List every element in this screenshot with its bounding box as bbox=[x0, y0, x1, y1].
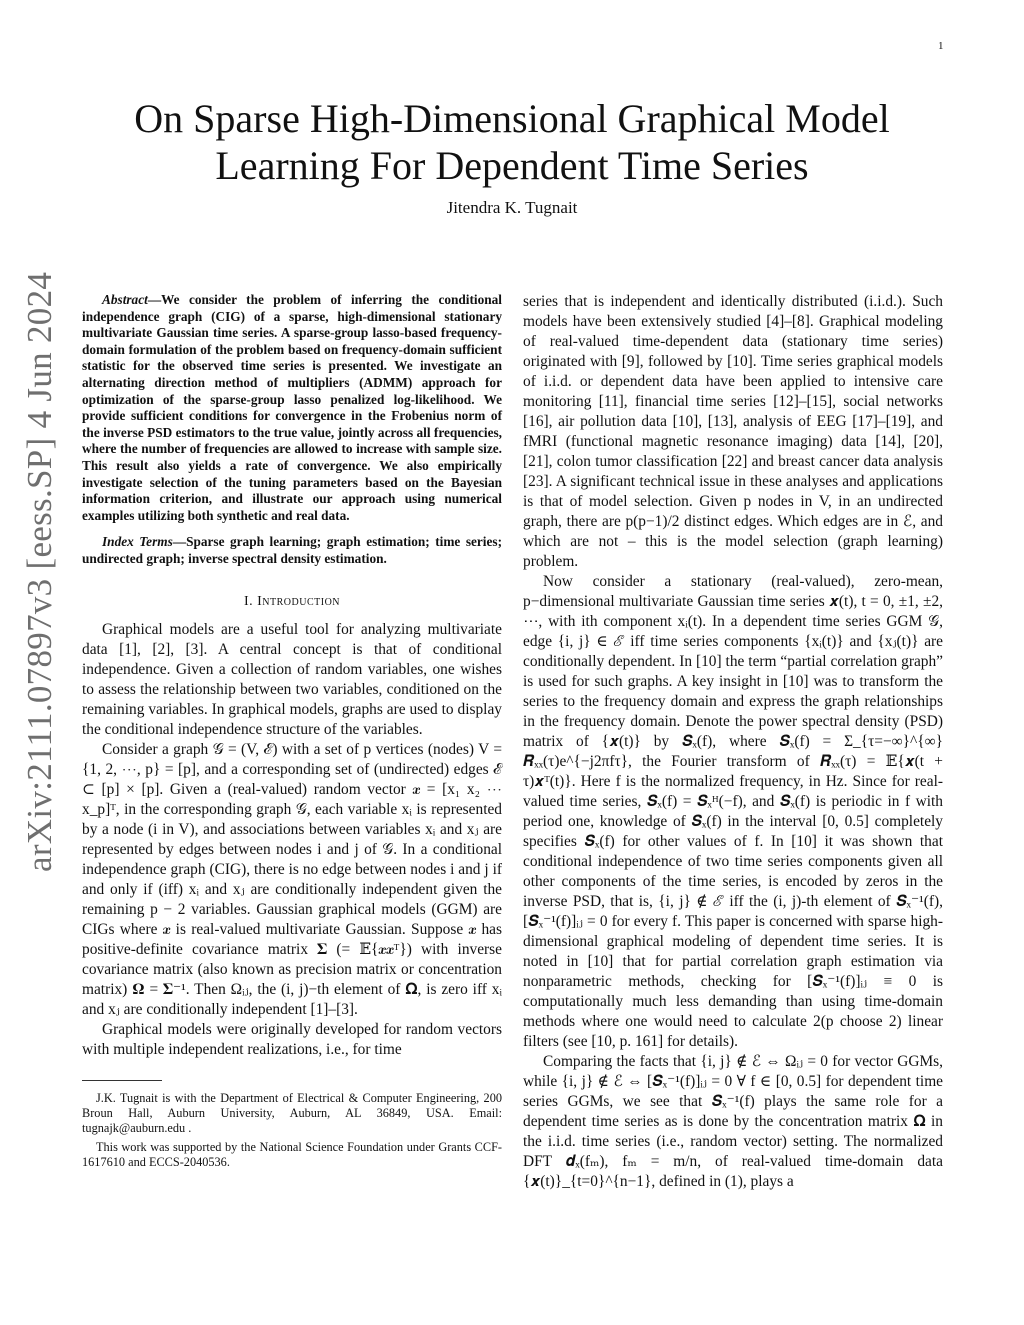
intro-paragraph-2: Consider a graph 𝒢 = (V, ℰ) with a set of p vertices (nodes) V = {1, 2, ⋯, p} = [p], and a corresponding set of (undirected) edges ℰ ⊂ [p] × [p]. Given a (real-valued) random vector 𝒙 = [x₁ x₂ ⋯ x_p]ᵀ, in the corresponding graph 𝒢, each variable xᵢ is represented by a node (i in V), and associations between variables xᵢ and xⱼ are represented by edges between nodes i and j of 𝒢. In a conditional independence graph (CIG), there is no edge between nodes i and j if and only if (iff) xᵢ and xⱼ are conditionally independent given the remaining p − 2 variables. Gaussian graphical models (GGM) are CIGs where 𝒙 is real-valued multivariate Gaussian. Suppose 𝒙 has positive-definite covariance matrix 𝚺 (= 𝔼{𝒙𝒙ᵀ}) with inverse covariance matrix (also known as precision matrix or concentration matrix) 𝛀 = 𝚺⁻¹. Then Ωᵢⱼ, the (i, j)−th element of 𝛀, is zero iff xᵢ and xⱼ are conditionally independent [1]–[3]. bbox=[82, 740, 502, 1018]
section-title: Introduction bbox=[257, 593, 341, 609]
right-paragraph-2: Now consider a stationary (real-valued), zero-mean, p−dimensional multivariate Gaussian time series 𝒙(t), t = 0, ±1, ±2, ⋯, with ith component xᵢ(t). In a dependent time series GGM 𝒢, edge {i, j} ∈ ℰ iff time series components {xᵢ(t)} and {xⱼ(t)} are conditionally dependent. In [10] the term “partial correlation graph” is used for such graphs. A key insight in [10] was to transform the series to the frequency domain and express the graph relationships in the frequency domain. Denote the power spectral density (PSD) matrix of {𝒙(t)} by 𝑺ₓ(f), where 𝑺ₓ(f) = Σ_{τ=−∞}^{∞} 𝑹ₓₓ(τ)e^{−j2πfτ}, the Fourier transform of 𝑹ₓₓ(τ) = 𝔼{𝒙(t + τ)𝒙ᵀ(t)}. Here f is the normalized frequency, in Hz. Since for real-valued time series, 𝑺ₓ(f) = 𝑺ₓᴴ(−f), and 𝑺ₓ(f) is periodic in f with period one, knowledge of 𝑺ₓ(f) in the interval [0, 0.5] completely specifies 𝑺ₓ(f) for other values of f. In [10] it was shown that conditional independence of two time series components given all other components of the time series, is encoded by zeros in the inverse PSD, that is, {i, j} ∉ ℰ iff the (i, j)-th element of 𝑺ₓ⁻¹(f), [𝑺ₓ⁻¹(f)]ᵢⱼ = 0 for every f. This paper is concerned with sparse high-dimensional graphical modeling of dependent time series. It is noted in [10] that for partial correlation graph estimation via nonparametric methods, checking for [𝑺ₓ⁻¹(f)]ᵢⱼ ≡ 0 is computationally much less demanding than using time-domain methods where one would need to calculate 2(p choose 2) linear filters (see [10, p. 161] for details). bbox=[523, 573, 943, 1050]
footnote-rule bbox=[82, 1080, 162, 1081]
intro-paragraph-3: Graphical models were originally developed for random vectors with multiple independent realizations, i.e., for time bbox=[82, 1020, 502, 1058]
section-number: I. bbox=[243, 593, 254, 609]
right-paragraph-1: series that is independent and identically distributed (i.i.d.). Such models have been extensively studied [4]–[8]. Graphical modeling of real-valued time-dependent data (stationary time series) originated with [9], followed by [10]. Time series graphical models of i.i.d. or dependent data have been applied to intensive care monitoring [11], financial time series [12]–[15], social networks [16], air pollution data [10], [13], analysis of EEG [17]–[19], and fMRI (functional magnetic resonance imaging) data [14], [20], [21], colon tumor classification [22] and breast cancer data analysis [23]. A significant technical issue in these analyses and applications is that of model selection. Given p nodes in V, in an undirected graph, there are p(p−1)/2 distinct edges. Which edges are in ℰ, and which are not – this is the model selection (graph learning) problem. bbox=[523, 293, 943, 570]
page-number: 1 bbox=[938, 40, 944, 52]
index-terms-text: —Sparse graph learning; graph estimation; time series; undirected graph; inverse spectral density estimation. bbox=[82, 534, 503, 566]
left-column bbox=[82, 292, 502, 1174]
index-terms bbox=[82, 534, 502, 567]
right-paragraph-3: Comparing the facts that {i, j} ∉ ℰ ⇔ Ωᵢⱼ = 0 for vector GGMs, while {i, j} ∉ ℰ ⇔ [𝑺ₓ⁻¹(f)]ᵢⱼ = 0 ∀ f ∈ [0, 0.5] for dependent time series GGMs, we see that 𝑺ₓ⁻¹(f) plays the same role for a dependent time series as is done by the concentration matrix 𝛀 in the i.i.d. time series (i.e., random vector) setting. The normalized DFT 𝒅ₓ(fₘ), fₘ = m/n, of real-valued time-domain data {𝒙(t)}_{t=0}^{n−1}, defined in (1), plays a bbox=[523, 1053, 943, 1190]
paper-title bbox=[80, 95, 944, 189]
author: Jitendra K. Tugnait bbox=[446, 198, 578, 217]
section-heading bbox=[82, 592, 502, 612]
index-terms-label: Index Terms bbox=[102, 534, 173, 550]
right-column bbox=[523, 292, 943, 1192]
title-line-2: Learning For Dependent Time Series bbox=[215, 143, 809, 188]
abstract bbox=[82, 292, 502, 524]
footnote-affiliation: J.K. Tugnait is with the Department of Electrical & Computer Engineering, 200 Broun Hall, Auburn University, Auburn, AL 36849, USA. Email: tugnajk@auburn.edu . bbox=[82, 1090, 502, 1135]
arxiv-stamp: arXiv:2111.07897v3 [eess.SP] 4 Jun 2024 bbox=[20, 271, 59, 872]
abstract-label: Abstract bbox=[102, 292, 148, 307]
footnote-funding: This work was supported by the National Science Foundation under Grants CCF-1617610 and ECCS-2040536. bbox=[82, 1139, 502, 1169]
intro-paragraph-1: Graphical models are a useful tool for analyzing multivariate data [1], [2], [3]. A central concept is that of conditional independence. Given a collection of random variables, one wishes to assess the relationship between two variables, conditioned on the remaining variables. In graphical models, graphs are used to display the conditional independence structure of the variables. bbox=[82, 620, 502, 738]
abstract-text: —We consider the problem of inferring the conditional independence graph (CIG) of a sparse, high-dimensional stationary multivariate Gaussian time series. A sparse-group lasso-based frequency-domain formulation of the problem based on frequency-domain sufficient statistic for the observed time series is presented. We investigate an alternating direction method of multipliers (ADMM) approach for optimization of the sparse-group lasso penalized log-likelihood. We provide sufficient conditions for convergence in the Frobenius norm of the inverse PSD estimators to the true value, jointly across all frequencies, where the number of frequencies are allowed to increase with sample size. This result also yields a rate of convergence. We also empirically investigate selection of the tuning parameters based on the Bayesian information criterion, and illustrate our approach using numerical examples utilizing both synthetic and real data. bbox=[82, 292, 502, 523]
title-line-1: On Sparse High-Dimensional Graphical Model bbox=[134, 96, 890, 141]
